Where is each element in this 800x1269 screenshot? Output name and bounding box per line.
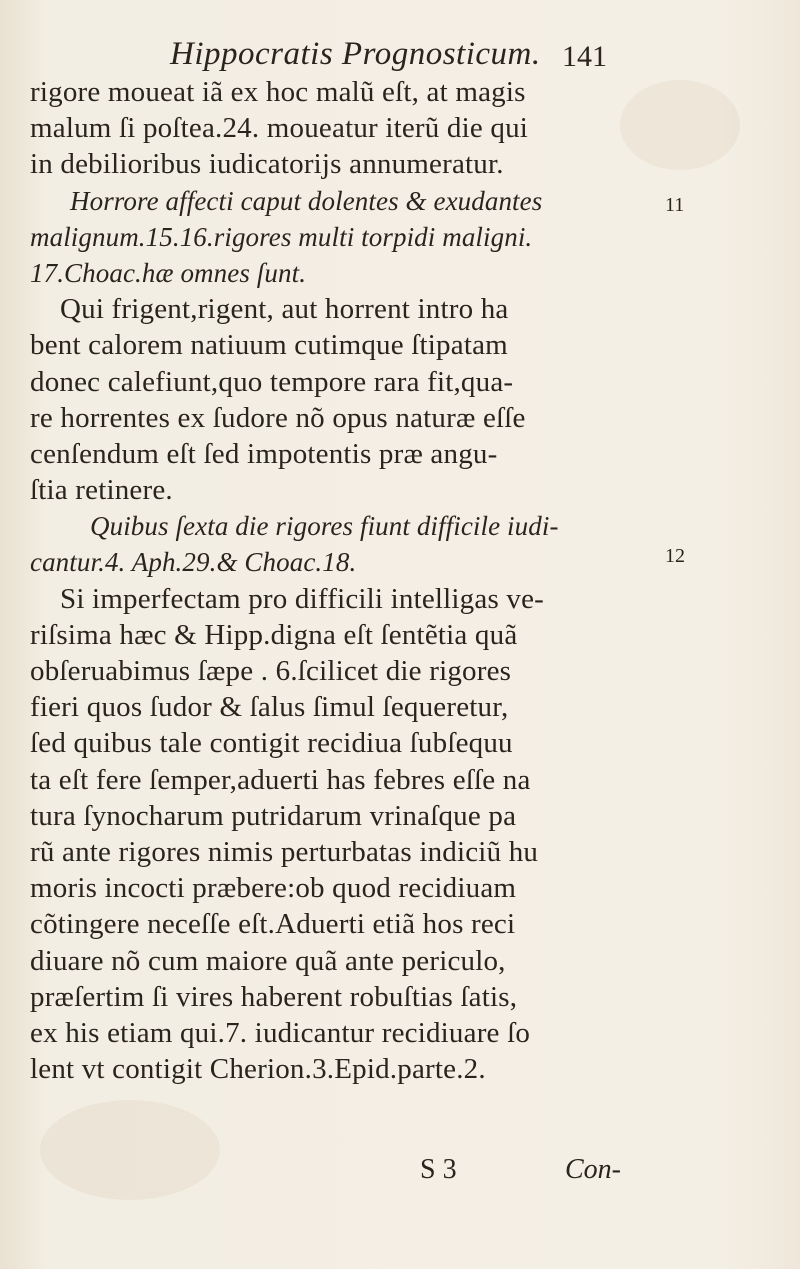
margin-note-12: 12 [665,545,685,567]
catchword: Con- [565,1154,621,1185]
text-body [30,74,640,1087]
text-line: in debilioribus iudicatorijs annumeratur. [30,148,504,181]
text-line: obſeruabimus ſæpe . 6.ſcilicet die rigores [30,655,512,687]
text-line: ta eſt fere ſemper,aduerti has febres eſſe na [30,763,531,796]
text-line: donec calefiunt,quo tempore rara fit,qua- [30,365,514,398]
text-line: ex his etiam qui.7. iudicantur recidiuare ſo [30,1016,531,1049]
text-line: ſtia retinere. [30,474,173,507]
text-line: malignum.15.16.rigores multi torpidi maligni. [30,221,533,252]
text-line: fieri quos ſudor & ſalus ſimul ſequeretur, [30,691,509,724]
text-line: ſed quibus tale contigit recidiua ſubſequu [30,727,513,760]
text-line: rigore moueat iã ex hoc malũ eſt, at magis [30,76,526,108]
text-line: Horrore affecti caput dolentes & exudantes [70,185,543,216]
text-line: 17.Choac.hæ omnes ſunt. [30,257,307,288]
running-title: Hippocratis Prognosticum. [170,36,541,72]
text-line: cõtingere neceſſe eſt.Aduerti etiã hos reci [30,908,516,941]
text-line: re horrentes ex ſudore nõ opus naturæ eſſe [30,401,526,434]
page-footer [0,1154,800,1204]
text-line: bent calorem natiuum cutimque ſtipatam [30,329,508,362]
text-line: Qui frigent,rigent, aut horrent intro ha [60,293,509,326]
margin-note-11: 11 [665,194,685,216]
signature-mark: S 3 [420,1154,457,1185]
text-line: riſsima hæc & Hipp.digna eſt ſentẽtia quã [30,618,518,651]
text-line: cenſendum eſt ſed impotentis præ angu- [30,437,498,470]
text-line: tura ſynocharum putridarum vrinaſque pa [30,799,517,832]
text-line: malum ſi poſtea.24. moueatur iterũ die qui [30,112,529,145]
text-line: Quibus ſexta die rigores fiunt difficile iudi- [90,511,559,542]
text-line: rũ ante rigores nimis perturbatas indiciũ hu [30,835,539,868]
text-line: Si imperfectam pro difficili intelligas ve- [60,582,545,615]
page-number: 141 [562,40,607,73]
text-line: lent vt contigit Cherion.3.Epid.parte.2. [30,1053,486,1086]
text-line: cantur.4. Aph.29.& Choac.18. [30,547,357,578]
text-line: diuare nõ cum maiore quã ante periculo, [30,944,506,977]
text-line: præſertim ſi vires haberent robuſtias ſatis, [30,980,518,1013]
text-line: moris incocti præbere:ob quod recidiuam [30,872,517,905]
